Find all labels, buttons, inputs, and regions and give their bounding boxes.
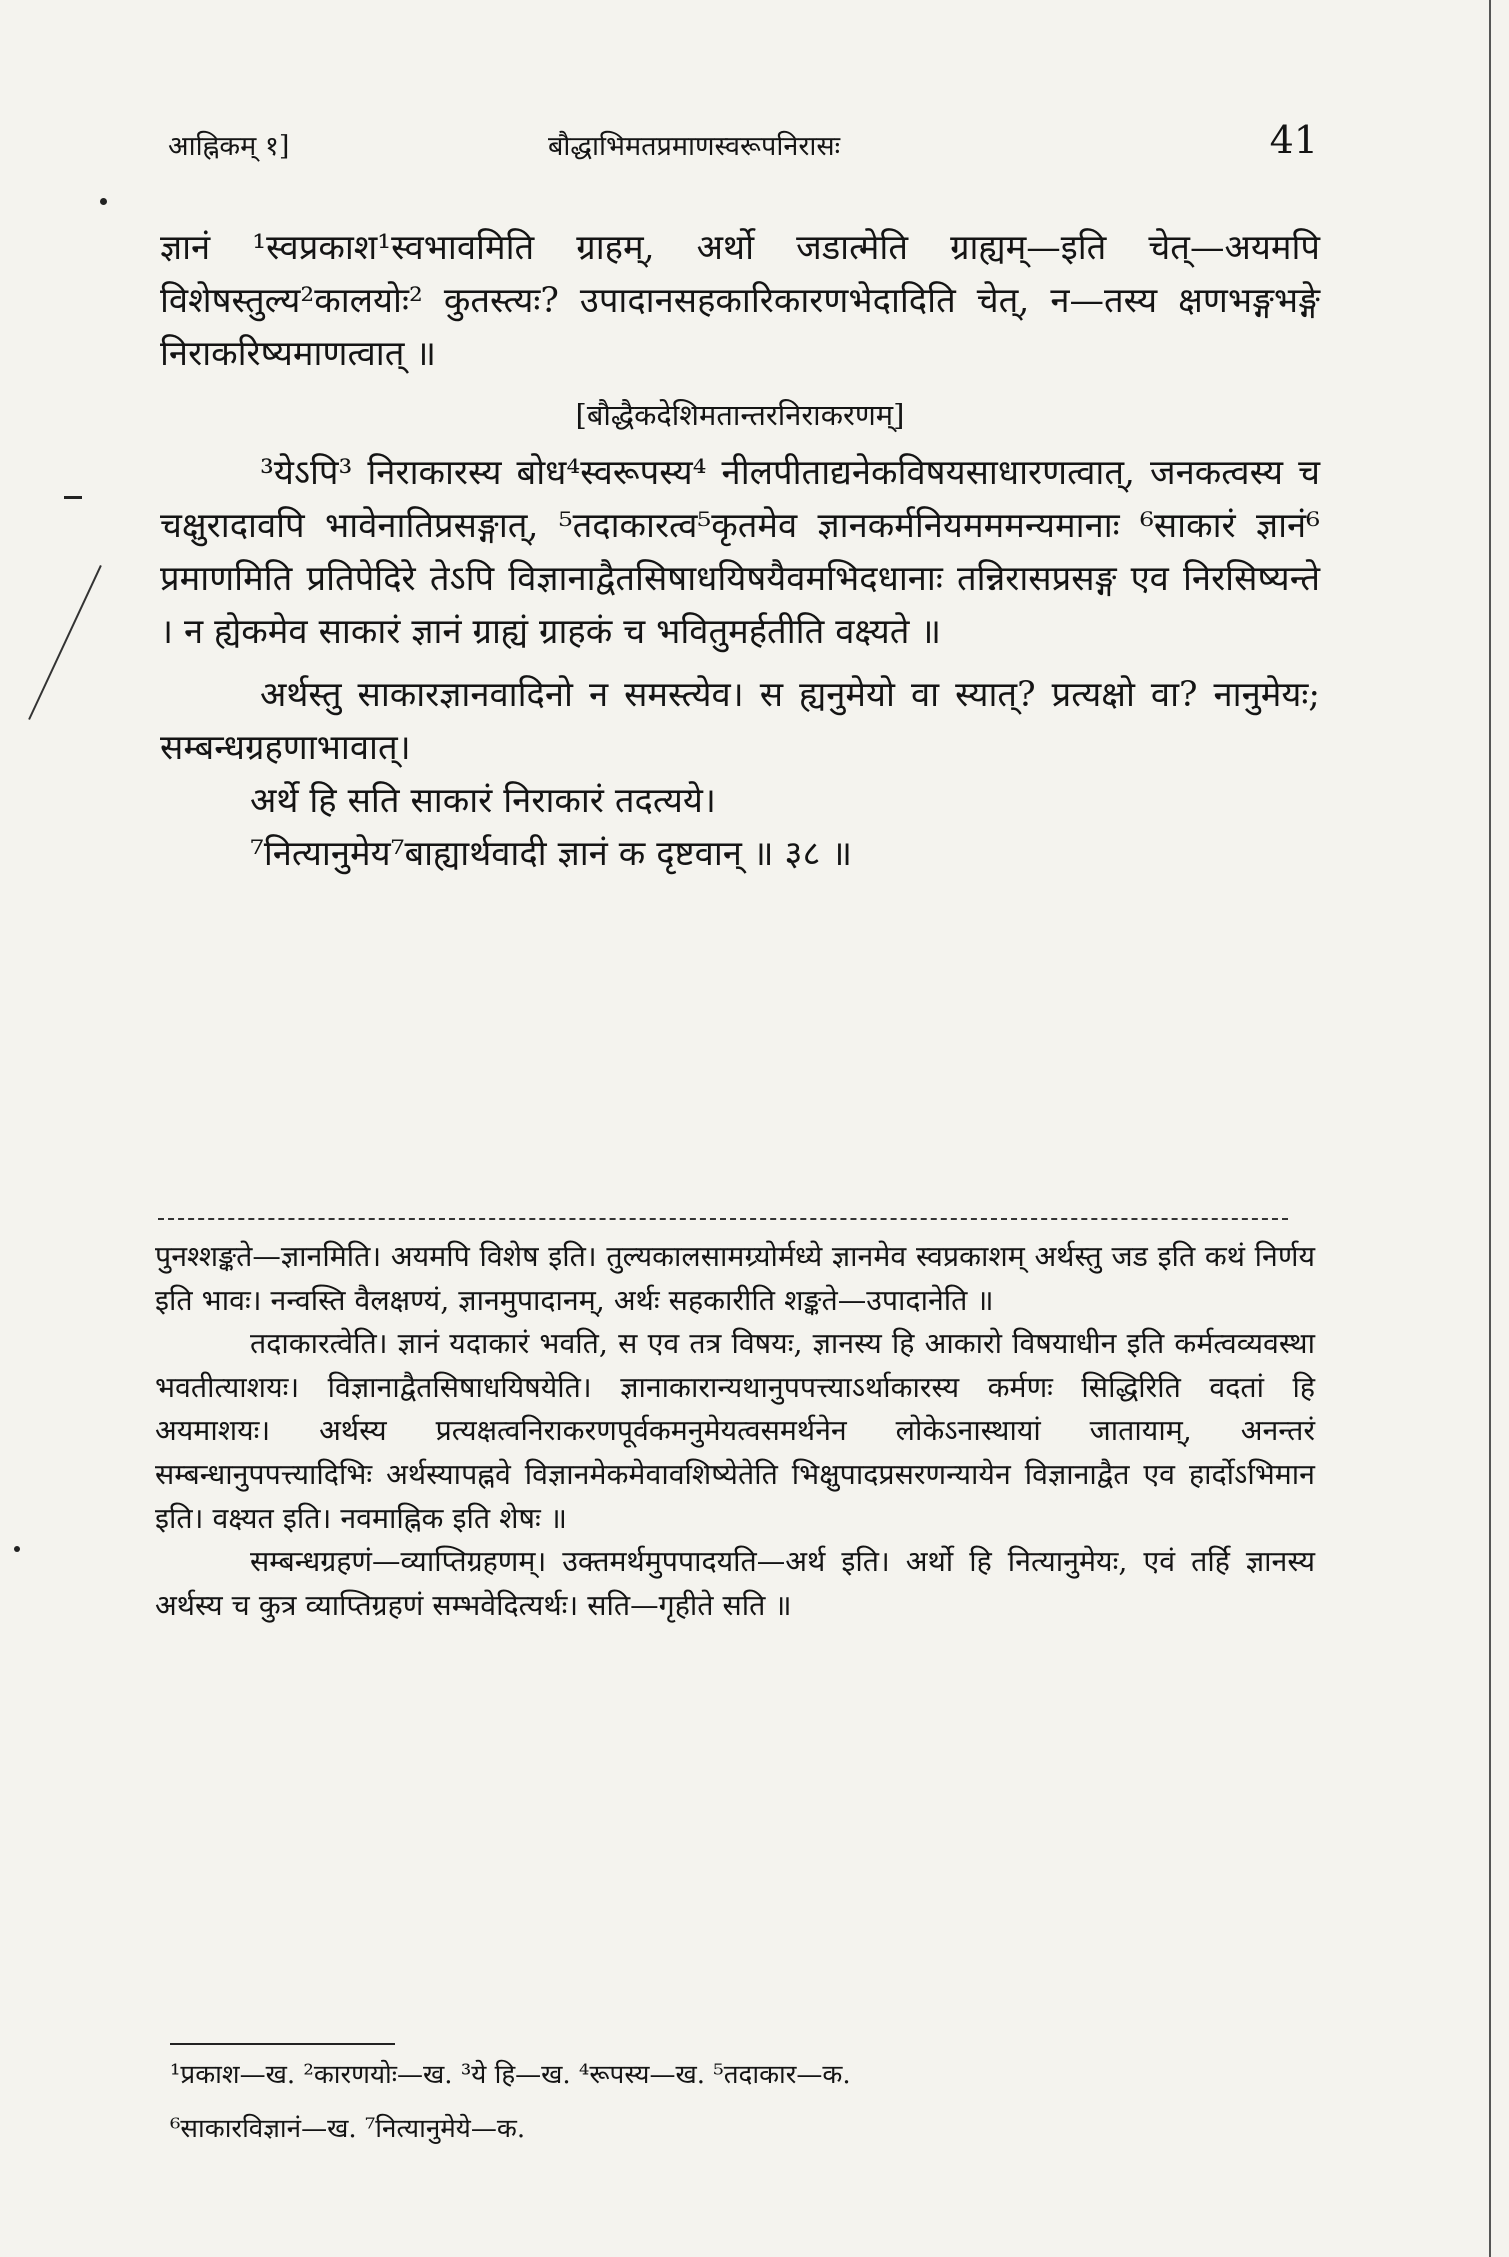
text-commentary-divider bbox=[158, 1218, 1288, 1220]
commentary-text bbox=[155, 1235, 1315, 1627]
footnote-rule bbox=[170, 2043, 395, 2045]
footnote-line: ⁶साकारविज्ञानं—ख. ⁷नित्यानुमेये—क. bbox=[170, 2114, 526, 2144]
verse-line: ⁷नित्यानुमेय⁷बाह्यार्थवादी ज्ञानं क दृष्टवान् ॥ ३८ ॥ bbox=[250, 834, 853, 874]
margin-dot bbox=[14, 1546, 20, 1552]
running-title: बौद्धाभिमतप्रमाणस्वरूपनिरासः bbox=[548, 131, 841, 162]
commentary-paragraph: पुनश्शङ्कते—ज्ञानमिति। अयमपि विशेष इति। तुल्यकालसामग्र्योर्मध्ये ज्ञानमेव स्वप्रकाशम् अर्थस्तु जड इति कथं निर्णय इति भावः। नन्वस्ति वैलक्षण्यं, ज्ञानमुपादानम्, अर्थः सहकारीति शङ्कते—उपादानेति ॥ bbox=[155, 1240, 1315, 1317]
footnote-line: ¹प्रकाश—ख. ²कारणयोः—ख. ³ये हि—ख. ⁴रूपस्य—ख. ⁵तदाकार—क. bbox=[170, 2060, 851, 2090]
page-number: 41 bbox=[1269, 118, 1318, 162]
margin-dot bbox=[100, 198, 107, 205]
running-header bbox=[168, 118, 1318, 178]
main-paragraph: अर्थस्तु साकारज्ञानवादिनो न समस्त्येव। स ह्यनुमेयो वा स्यात्? प्रत्यक्षो वा? नानुमेयः; सम्बन्धग्रहणाभावात्। bbox=[160, 675, 1320, 768]
main-paragraph: ³येऽपि³ निराकारस्य बोध⁴स्वरूपस्य⁴ नीलपीताद्यनेकविषयसाधारणत्वात्, जनकत्वस्य च चक्षुरादावपि भावेनातिप्रसङ्गात्, ⁵तदाकारत्व⁵कृतमेव ज्ञानकर्मनियमममन्यमानाः ⁶साकारं ज्ञानं⁶ प्रमाणमिति प्रतिपेदिरे तेऽपि विज्ञानाद्वैतसिषाधयिषयैवमभिदधानाः तन्निरासप्रसङ्ग एव निरसिष्यन्ते । न ह्येकमेव साकारं ज्ञानं ग्राह्यं ग्राहकं च भवितुमर्हतीति वक्ष्यते ॥ bbox=[160, 453, 1320, 652]
commentary-paragraph: तदाकारत्वेति। ज्ञानं यदाकारं भवति, स एव तत्र विषयः, ज्ञानस्य हि आकारो विषयाधीन इति कर्मत्वव्यवस्था भवतीत्याशयः। विज्ञानाद्वैतसिषाधयिषयेति। ज्ञानाकारान्यथानुपपत्त्याऽर्थाकारस्य कर्मणः सिद्धिरिति वदतां हि अयमाशयः। अर्थस्य प्रत्यक्षत्वनिराकरणपूर्वकमनुमेयत्वसमर्थनेन लोकेऽनास्थायां जातायाम्, अनन्तरं सम्बन्धानुपपत्त्यादिभिः अर्थस्यापह्नवे विज्ञानमेकमेवावशिष्येतेति भिक्षुपादप्रसरणन्यायेन विज्ञानाद्वैत एव हार्दोऽभिमान इति। वक्ष्यत इति। नवमाह्निक इति शेषः ॥ bbox=[155, 1327, 1315, 1535]
page-edge-line bbox=[1489, 0, 1491, 2257]
margin-pencil-stroke bbox=[28, 565, 102, 720]
main-text bbox=[160, 222, 1320, 881]
commentary-paragraph: सम्बन्धग्रहणं—व्याप्तिग्रहणम्। उक्तमर्थमुपपादयति—अर्थ इति। अर्थो हि नित्यानुमेयः, एवं तर्हि ज्ञानस्य अर्थस्य च कुत्र व्याप्तिग्रहणं सम्भवेदित्यर्थः। सति—गृहीते सति ॥ bbox=[155, 1545, 1315, 1622]
footnotes bbox=[170, 2048, 1320, 2156]
section-heading: [बौद्धैकदेशिमतान्तरनिराकरणम्] bbox=[575, 398, 905, 432]
margin-dash bbox=[64, 496, 82, 499]
verse-line: अर्थे हि सति साकारं निराकारं तदत्यये। bbox=[250, 781, 716, 821]
main-paragraph: ज्ञानं ¹स्वप्रकाश¹स्वभावमिति ग्राहम्, अर्थो जडात्मेति ग्राह्यम्—इति चेत्—अयमपि विशेषस्तुल्य²कालयोः² कुतस्त्यः? उपादानसहकारिकारणभेदादिति चेत्, न—तस्य क्षणभङ्गभङ्गे निराकरिष्यमाणत्वात् ॥ bbox=[160, 228, 1320, 374]
chapter-label: आह्निकम् १] bbox=[168, 131, 290, 162]
